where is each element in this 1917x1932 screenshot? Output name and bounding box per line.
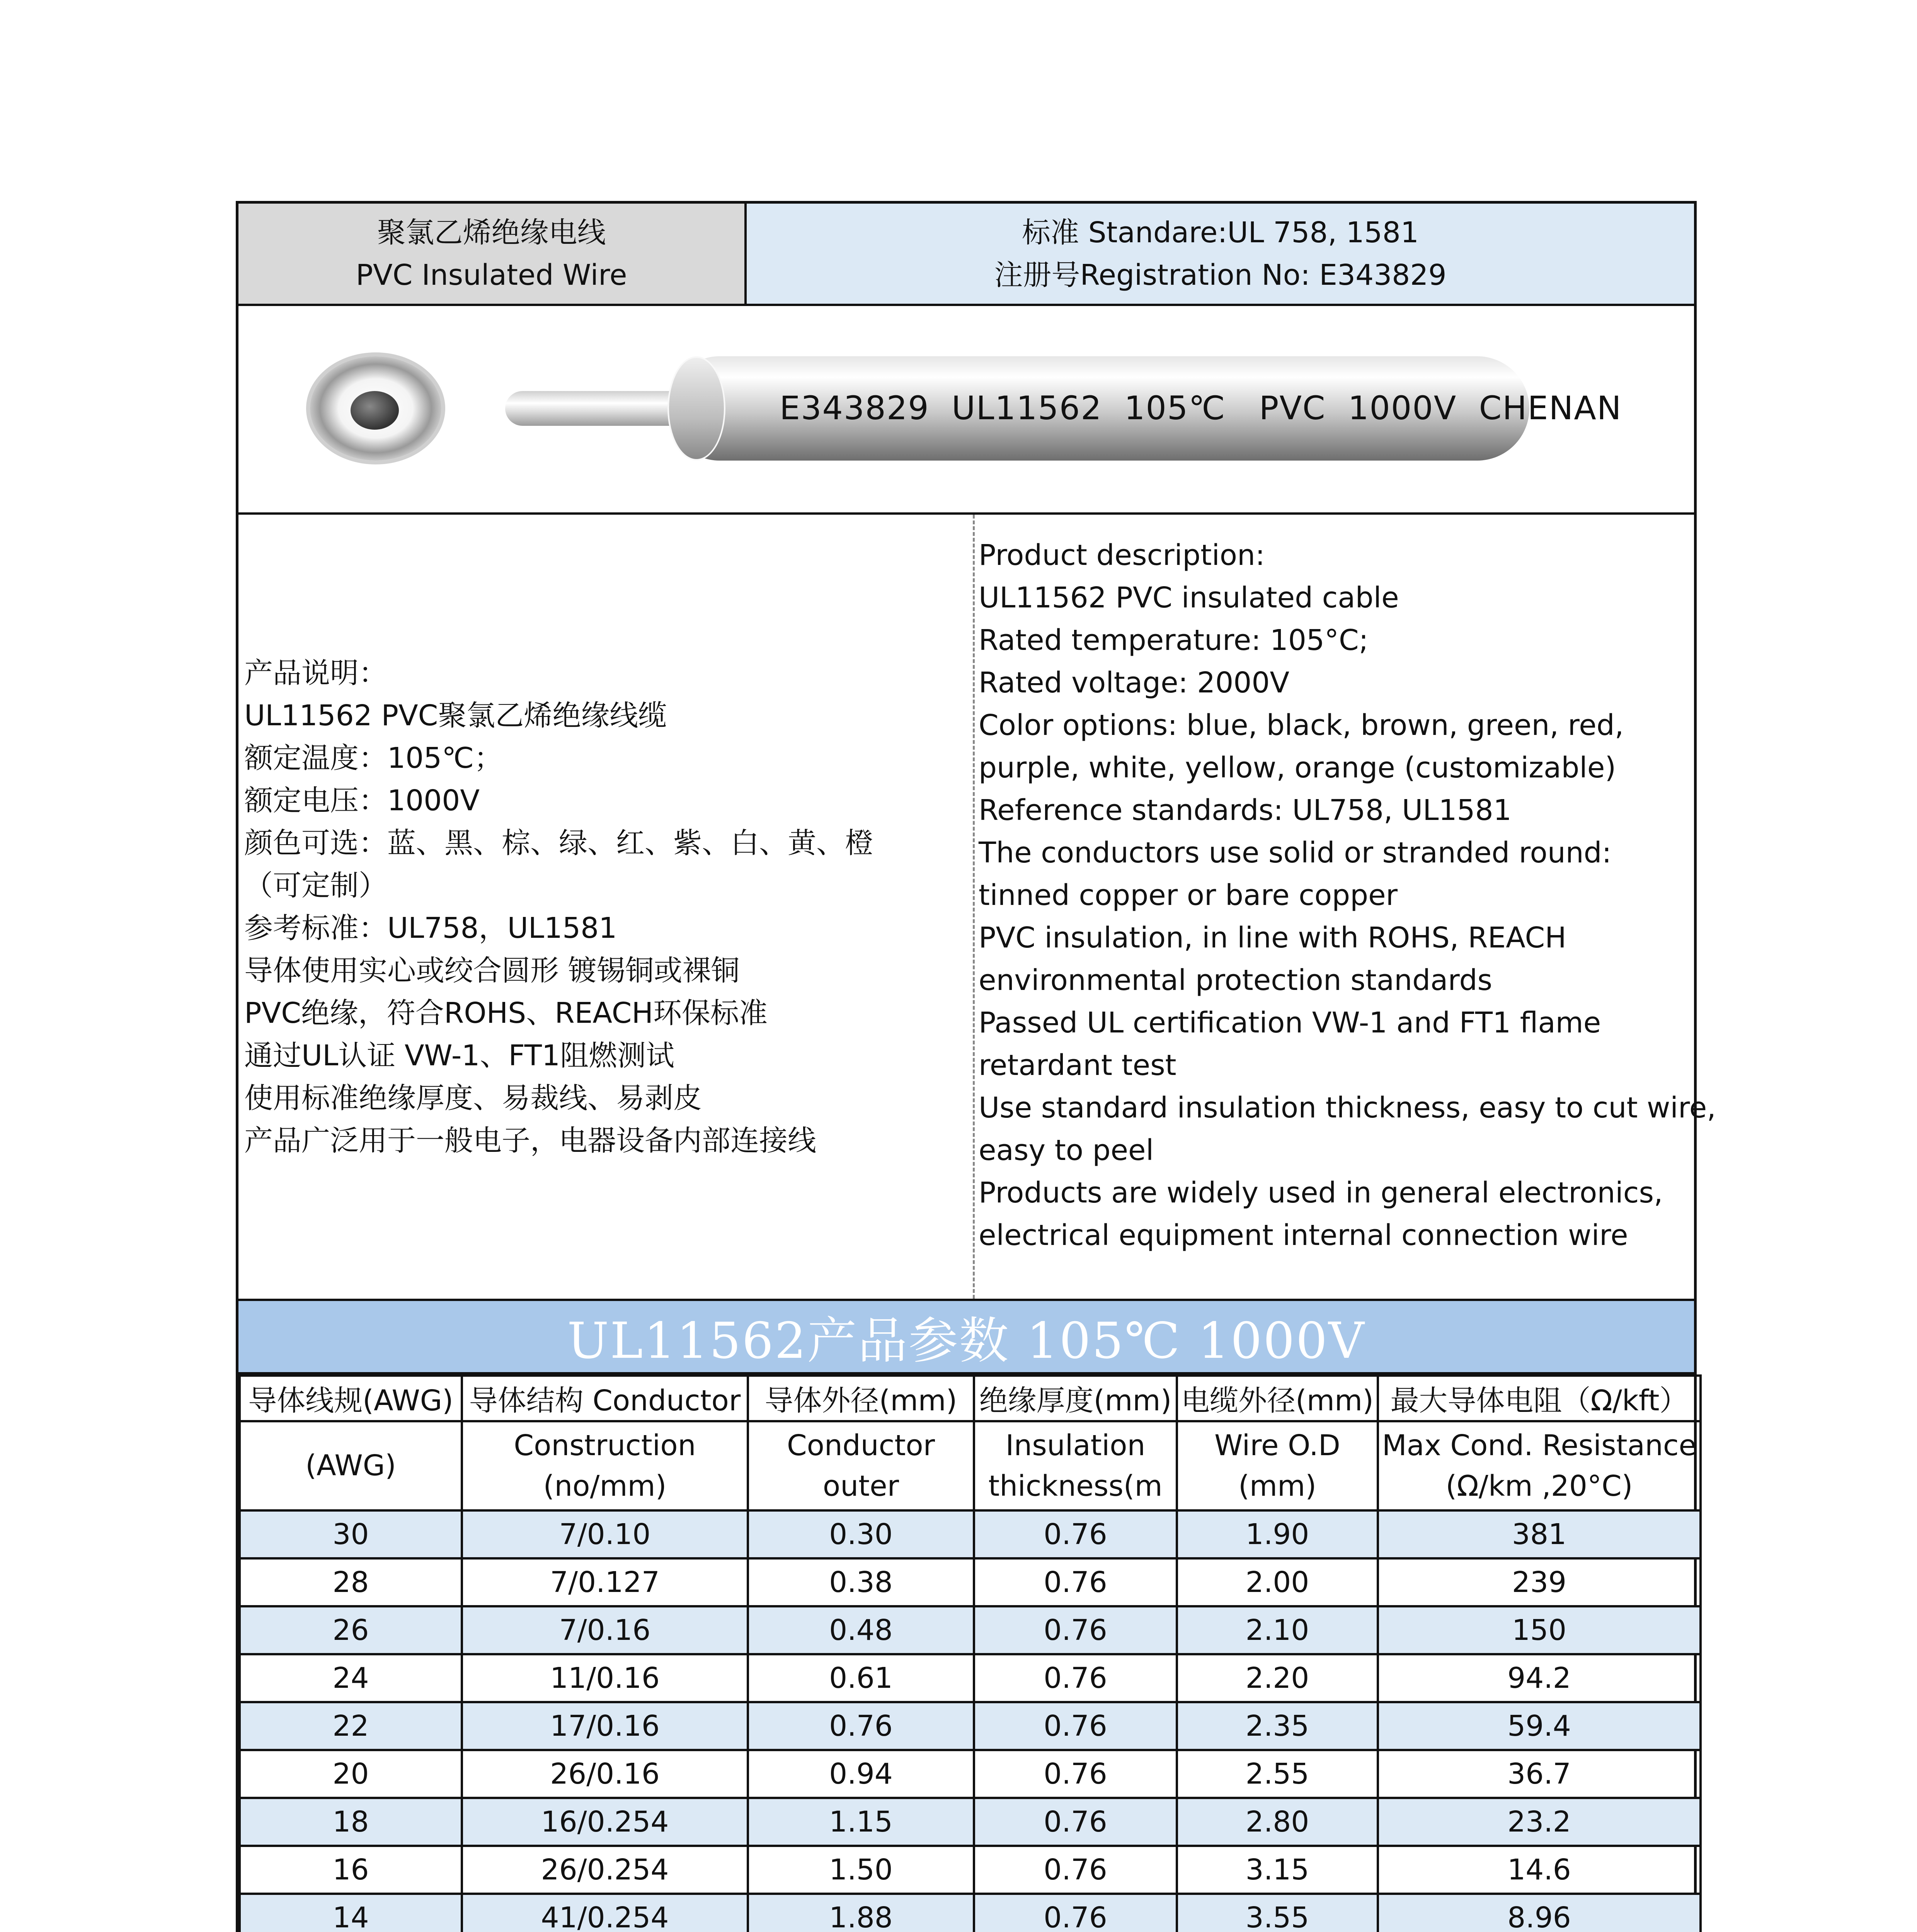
header-cell-cn: 绝缘厚度(mm) [974, 1376, 1177, 1421]
description-en-line: The conductors use solid or stranded round: [979, 836, 1612, 869]
description-en-line: retardant test [979, 1049, 1176, 1082]
table-cell: 16 [240, 1846, 462, 1894]
table-row [240, 1894, 1701, 1932]
table-cell: 0.76 [974, 1606, 1177, 1654]
table-header-cn [240, 1376, 1701, 1421]
description-en-line: Rated voltage: 2000V [979, 666, 1290, 699]
table-row [240, 1606, 1701, 1654]
table-cell: 14 [240, 1894, 462, 1932]
header-cell-en-line: Max Cond. Resistance [1382, 1429, 1697, 1462]
description-cn-line: 使用标准绝缘厚度、易裁线、易剥皮 [244, 1082, 702, 1115]
header-cell-cn: 导体外径(mm) [748, 1376, 974, 1421]
header-cell-en-line: outer [822, 1469, 899, 1503]
description-cn-line: （可定制） [244, 869, 387, 902]
table-cell: 23.2 [1378, 1798, 1701, 1846]
header-cell-en-line: Conductor [787, 1429, 935, 1462]
table-cell: 18 [240, 1798, 462, 1846]
description-en-line: Use standard insulation thickness, easy to cut wire, [979, 1091, 1716, 1124]
table-row [240, 1750, 1701, 1798]
table-cell: 150 [1378, 1606, 1701, 1654]
header-cell-en-line: (Ω/km ,20°C) [1445, 1469, 1633, 1503]
wire-illustration [238, 306, 1694, 515]
table-cell: 14.6 [1378, 1846, 1701, 1894]
table-cell: 0.76 [974, 1510, 1177, 1558]
wire-printing: E343829 UL11562 105℃ PVC 1000V CHENAN [780, 389, 1622, 427]
table-cell: 1.88 [748, 1894, 974, 1932]
header-cell-cn: 导体结构 Conductor [462, 1376, 748, 1421]
table-cell: 2.55 [1177, 1750, 1378, 1798]
table-cell: 2.20 [1177, 1654, 1378, 1702]
table-cell: 36.7 [1378, 1750, 1701, 1798]
header-cell-en [1378, 1421, 1701, 1510]
table-cell: 0.38 [748, 1558, 974, 1606]
table-cell: 17/0.16 [462, 1702, 748, 1750]
description-en-line: environmental protection standards [979, 964, 1493, 997]
description-cn-line: 额定温度：105℃； [244, 742, 503, 775]
header-cell-en [462, 1421, 748, 1510]
table-cell: 0.61 [748, 1654, 974, 1702]
description-en-line: UL11562 PVC insulated cable [979, 581, 1399, 614]
table-row [240, 1702, 1701, 1750]
table-cell: 26/0.16 [462, 1750, 748, 1798]
table-cell: 94.2 [1378, 1654, 1701, 1702]
header-cell-en [1177, 1421, 1378, 1510]
description-cn-line: 参考标准：UL758，UL1581 [244, 912, 617, 945]
parameters-table-body [240, 1376, 1701, 1932]
table-cell: 22 [240, 1702, 462, 1750]
description-cn-line: 通过UL认证 VW-1、FT1阻燃测试 [244, 1039, 675, 1072]
table-cell: 11/0.16 [462, 1654, 748, 1702]
table-cell: 7/0.127 [462, 1558, 748, 1606]
description-en-line: easy to peel [979, 1134, 1154, 1167]
table-row [240, 1798, 1701, 1846]
title-en: PVC Insulated Wire [356, 258, 627, 292]
insulation-end-face [667, 356, 725, 461]
table-cell: 0.76 [748, 1702, 974, 1750]
header-cell-en [748, 1421, 974, 1510]
description-cn-line: PVC绝缘，符合ROHS、REACH环保标准 [244, 997, 768, 1030]
parameters-table [238, 1374, 1702, 1932]
description-en-line: purple, white, yellow, orange (customizable) [979, 751, 1616, 784]
parameters-banner: UL11562产品参数 105℃ 1000V [238, 1301, 1694, 1374]
table-cell: 381 [1378, 1510, 1701, 1558]
table-cell: 2.10 [1177, 1606, 1378, 1654]
table-cell: 1.50 [748, 1846, 974, 1894]
product-title [238, 204, 747, 304]
table-cell: 0.76 [974, 1654, 1177, 1702]
spec-sheet [236, 201, 1716, 1932]
table-cell: 0.76 [974, 1558, 1177, 1606]
table-row [240, 1558, 1701, 1606]
table-cell: 28 [240, 1558, 462, 1606]
table-cell: 2.00 [1177, 1558, 1378, 1606]
table-cell: 0.48 [748, 1606, 974, 1654]
table-cell: 59.4 [1378, 1702, 1701, 1750]
header-cell-en-line: thickness(m [988, 1469, 1163, 1503]
header-cell-cn: 电缆外径(mm) [1177, 1376, 1378, 1421]
table-cell: 0.76 [974, 1798, 1177, 1846]
description-cn-line: 产品说明： [244, 656, 387, 690]
header-cell-en-line: (AWG) [305, 1449, 396, 1482]
header-cell-en-line: Wire O.D [1214, 1429, 1340, 1462]
description-row [238, 515, 1716, 1301]
table-cell: 7/0.10 [462, 1510, 748, 1558]
header-cell-en-line: Construction [514, 1429, 696, 1462]
header-row [238, 204, 1694, 306]
table-cell: 3.55 [1177, 1894, 1378, 1932]
description-cn-line: UL11562 PVC聚氯乙烯绝缘线缆 [244, 699, 667, 732]
description-cn-line: 导体使用实心或绞合圆形 镀锡铜或裸铜 [244, 954, 740, 987]
description-en [979, 534, 1716, 1257]
standard-info [747, 204, 1694, 304]
table-cell: 30 [240, 1510, 462, 1558]
table-cell: 26 [240, 1606, 462, 1654]
wire-cross-section-core [351, 391, 399, 430]
table-row [240, 1846, 1701, 1894]
table-cell: 3.15 [1177, 1846, 1378, 1894]
table-cell: 2.35 [1177, 1702, 1378, 1750]
table-cell: 16/0.254 [462, 1798, 748, 1846]
header-cell-cn: 最大导体电阻（Ω/kft） [1378, 1376, 1701, 1421]
table-cell: 239 [1378, 1558, 1701, 1606]
description-en-line: tinned copper or bare copper [979, 879, 1398, 912]
description-en-line: electrical equipment internal connection wire [979, 1219, 1628, 1252]
description-en-line: Reference standards: UL758, UL1581 [979, 794, 1512, 827]
title-cn: 聚氯乙烯绝缘电线 [377, 216, 606, 249]
registration-text: 注册号Registration No: E343829 [994, 258, 1447, 292]
description-en-line: PVC insulation, in line with ROHS, REACH [979, 921, 1566, 954]
description-en-line: Product description: [979, 539, 1265, 572]
header-cell-en-line: (no/mm) [543, 1469, 667, 1503]
description-cn-line: 产品广泛用于一般电子，电器设备内部连接线 [244, 1124, 816, 1157]
table-cell: 20 [240, 1750, 462, 1798]
description-en-line: Products are widely used in general electronics, [979, 1176, 1663, 1209]
table-cell: 0.94 [748, 1750, 974, 1798]
description-cn-line: 额定电压：1000V [244, 784, 480, 817]
table-cell: 2.80 [1177, 1798, 1378, 1846]
table-row [240, 1510, 1701, 1558]
table-cell: 0.30 [748, 1510, 974, 1558]
table-cell: 7/0.16 [462, 1606, 748, 1654]
header-cell-en [974, 1421, 1177, 1510]
table-header-en [240, 1421, 1701, 1510]
header-cell-en [240, 1421, 462, 1510]
header-cell-cn: 导体线规(AWG) [240, 1376, 462, 1421]
table-cell: 0.76 [974, 1750, 1177, 1798]
description-en-line: Rated temperature: 105°C; [979, 624, 1369, 657]
table-cell: 0.76 [974, 1702, 1177, 1750]
table-cell: 1.15 [748, 1798, 974, 1846]
table-cell: 8.96 [1378, 1894, 1701, 1932]
table-cell: 26/0.254 [462, 1846, 748, 1894]
table-cell: 41/0.254 [462, 1894, 748, 1932]
standard-text: 标准 Standare:UL 758, 1581 [1022, 216, 1419, 249]
table-cell: 0.76 [974, 1846, 1177, 1894]
header-cell-en-line: Insulation [1005, 1429, 1146, 1462]
table-cell: 24 [240, 1654, 462, 1702]
table-row [240, 1654, 1701, 1702]
description-divider [973, 515, 975, 1299]
table-cell: 0.76 [974, 1894, 1177, 1932]
table-cell: 1.90 [1177, 1510, 1378, 1558]
description-en-line: Passed UL certification VW-1 and FT1 flame [979, 1006, 1601, 1039]
description-en-line: Color options: blue, black, brown, green, red, [979, 709, 1624, 742]
header-cell-en-line: (mm) [1238, 1469, 1316, 1503]
description-cn [244, 652, 971, 1162]
description-cn-line: 颜色可选：蓝、黑、棕、绿、红、紫、白、黄、橙 [244, 827, 873, 860]
